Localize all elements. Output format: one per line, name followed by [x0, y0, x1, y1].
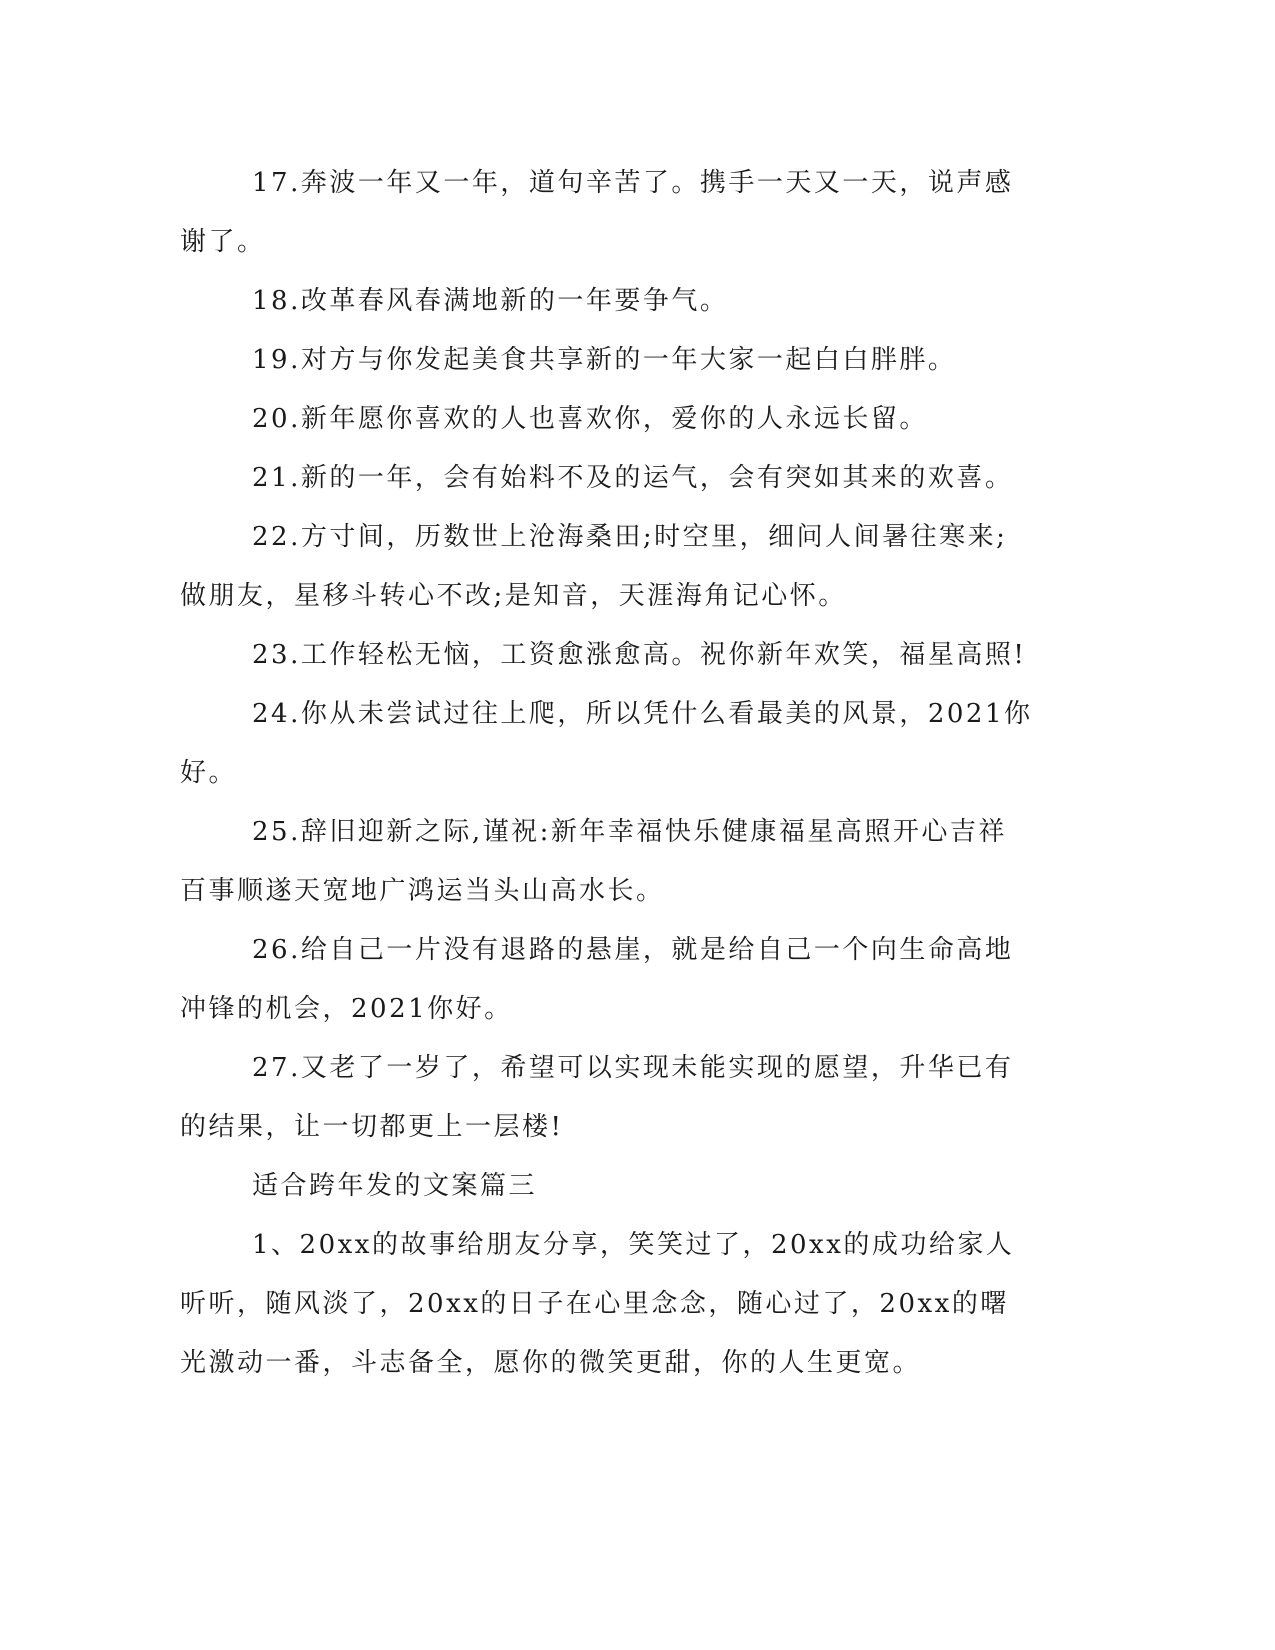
paragraph-18: 18.改革春风春满地新的一年要争气。 [252, 286, 729, 316]
paragraph-21: 21.新的一年，会有始料不及的运气，会有突如其来的欢喜。 [252, 463, 1014, 493]
paragraph-22: 22.方寸间，历数世上沧海桑田;时空里，细问人间暑往寒来;做朋友，星移斗转心不改;是知音，天涯海角记心怀。 [180, 522, 1008, 611]
paragraph-17: 17.奔波一年又一年，道句辛苦了。携手一天又一天，说声感谢了。 [180, 168, 1014, 257]
paragraph-19: 19.对方与你发起美食共享新的一年大家一起白白胖胖。 [252, 345, 957, 375]
paragraph-27: 27.又老了一岁了，希望可以实现未能实现的愿望，升华已有的结果，让一切都更上一层楼! [180, 1053, 1014, 1142]
paragraph-26: 26.给自己一片没有退路的悬崖，就是给自己一个向生命高地冲锋的机会，2021你好。 [180, 935, 1014, 1024]
document-body [180, 154, 1035, 1393]
paragraph-section3-1: 1、20xx的故事给朋友分享，笑笑过了，20xx的成功给家人听听，随风淡了，20xx的日子在心里念念，随心过了，20xx的曙光激动一番，斗志备全，愿你的微笑更甜，你的人生更宽。 [180, 1230, 1015, 1378]
paragraph-24: 24.你从未尝试过往上爬，所以凭什么看最美的风景，2021你好。 [180, 699, 1033, 788]
paragraph-25: 25.辞旧迎新之际,谨祝:新年幸福快乐健康福星高照开心吉祥百事顺遂天宽地广鸿运当头山高水长。 [180, 817, 1007, 906]
paragraph-20: 20.新年愿你喜欢的人也喜欢你，爱你的人永远长留。 [252, 404, 928, 434]
paragraph-23: 23.工作轻松无恼，工资愈涨愈高。祝你新年欢笑，福星高照! [252, 640, 1027, 670]
section-heading: 适合跨年发的文案篇三 [252, 1171, 538, 1201]
